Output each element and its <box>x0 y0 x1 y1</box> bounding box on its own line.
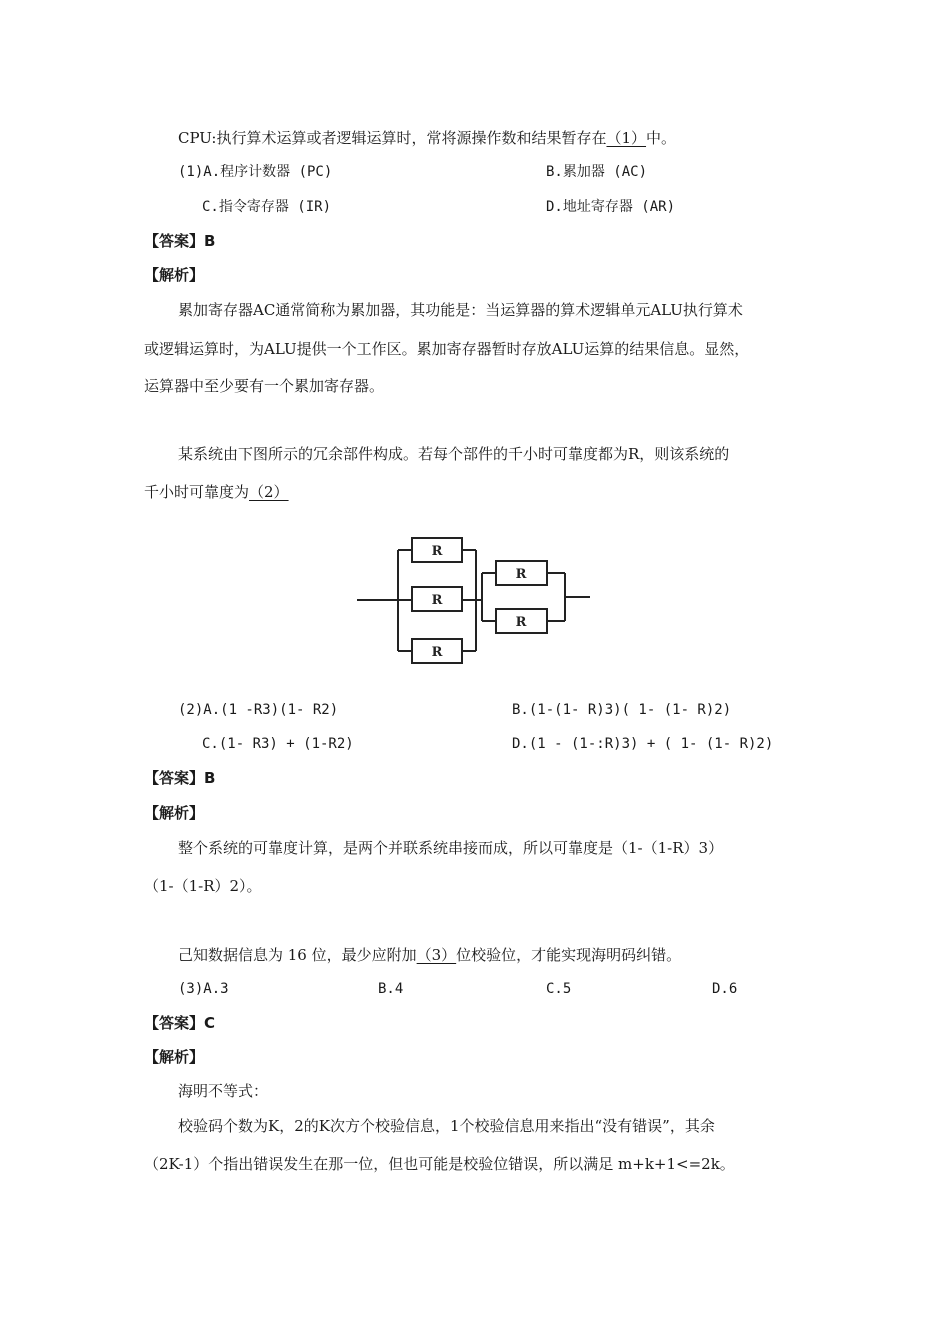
q1-option-d: D.地址寄存器 (AR) <box>546 199 676 215</box>
q2-stem-line-1: 某系统由下图所示的冗余部件构成。若每个部件的千小时可靠度都为R，则该系统的 <box>178 445 730 463</box>
q3-stem-text: 己知数据信息为 16 位，最少应附加 <box>178 946 417 964</box>
component-box-4 <box>496 561 547 585</box>
q1-option-b: B.累加器 (AC) <box>546 164 648 180</box>
component-label-2: R <box>431 593 443 608</box>
q2-answer: 【答案】B <box>144 769 216 787</box>
q2-option-d: D.(1 - (1-:R)3) + ( 1- (1- R)2) <box>512 736 774 752</box>
q2-stem-text: 千小时可靠度为 <box>144 483 250 501</box>
q3-option-c: C.5 <box>546 981 572 997</box>
q1-analysis-line-2: 或逻辑运算时，为ALU提供一个工作区。累加寄存器暂时存放ALU运算的结果信息。显然， <box>144 340 750 358</box>
q2-analysis-line-1: 整个系统的可靠度计算，是两个并联系统串接而成，所以可靠度是（1-（1-R）3） <box>178 839 724 857</box>
q3-option-b: B.4 <box>378 981 404 997</box>
q2-option-c: C.(1- R3) + (1-R2) <box>202 736 354 752</box>
component-box-3 <box>412 639 462 663</box>
q1-option-a: (1)A.程序计数器 (PC) <box>178 164 333 180</box>
q2-analysis-title: 【解析】 <box>144 804 205 822</box>
q2-analysis-line-2: （1-（1-R）2）。 <box>144 877 262 895</box>
q2-option-b: B.(1-(1- R)3)( 1- (1- R)2) <box>512 702 732 718</box>
redundancy-diagram <box>0 525 950 675</box>
q1-stem <box>178 128 676 148</box>
q1-stem-text: CPU:执行算术运算或者逻辑运算时，常将源操作数和结果暂存在 <box>178 129 607 147</box>
q3-analysis-line-2: 校验码个数为K，2的K次方个校验信息，1个校验信息用来指出“没有错误”，其余 <box>178 1117 715 1135</box>
q3-analysis-line-3: （2K-1）个指出错误发生在那一位，但也可能是校验位错误，所以满足 m+k+1<=2k。 <box>144 1155 735 1173</box>
q3-stem <box>178 945 681 965</box>
q3-analysis-line-1: 海明不等式： <box>178 1082 269 1100</box>
component-label-4: R <box>515 567 527 582</box>
q1-answer: 【答案】B <box>144 232 216 250</box>
component-box-5 <box>496 609 547 633</box>
q1-option-c: C.指令寄存器 (IR) <box>202 199 332 215</box>
q3-analysis-title: 【解析】 <box>144 1048 205 1066</box>
component-box-1 <box>412 538 462 562</box>
q1-analysis-title: 【解析】 <box>144 266 205 284</box>
q2-option-a: (2)A.(1 -R3)(1- R2) <box>178 702 339 718</box>
q3-stem-end: 位校验位，才能实现海明码纠错。 <box>456 946 682 964</box>
component-label-3: R <box>431 645 443 660</box>
q1-analysis-line-3: 运算器中至少要有一个累加寄存器。 <box>144 377 385 395</box>
q3-answer: 【答案】C <box>144 1014 216 1032</box>
q1-analysis-line-1: 累加寄存器AC通常简称为累加器，其功能是：当运算器的算术逻辑单元ALU执行算术 <box>178 301 743 319</box>
q3-blank: （3） <box>416 946 457 964</box>
q3-option-a: (3)A.3 <box>178 981 229 997</box>
q2-stem-line-2 <box>144 482 289 502</box>
q1-stem-end: 中。 <box>646 129 677 147</box>
component-box-2 <box>412 587 462 611</box>
component-label-1: R <box>431 544 443 559</box>
component-label-5: R <box>515 615 527 630</box>
q3-option-d: D.6 <box>712 981 738 997</box>
q2-blank: （2） <box>249 483 289 501</box>
q1-blank: （1） <box>606 129 647 147</box>
